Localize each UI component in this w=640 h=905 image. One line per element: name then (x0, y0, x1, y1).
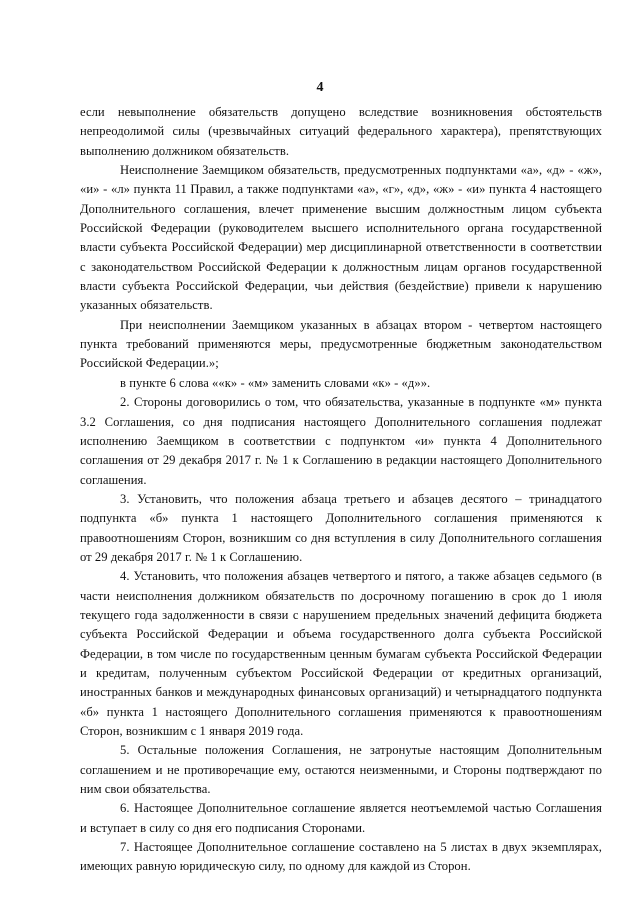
paragraph-continuation: если невыполнение обязательств допущено вследствие возникновения обстоятельств непреодолимой силы (чрезвычайных ситуаций федерального характера), препятствующих выполнению должником обязательств. (80, 105, 602, 158)
paragraph-item-6-amendment: в пункте 6 слова ««к» - «м» заменить словами «к» - «д»». (120, 375, 431, 390)
paragraph-clause-7: 7. Настоящее Дополнительное соглашение составлено на 5 листах в двух экземплярах, имеющих равную юридическую силу, по одному для каждой из Сторон. (80, 840, 602, 874)
paragraph-clause-3: 3. Установить, что положения абзаца третьего и абзацев десятого – тринадцатого подпункта «б» пункта 1 настоящего Дополнительного соглашения применяются к правоотношениям Сторон, возникшим со дня вступления в силу Дополнительного соглашения от 29 декабря 2017 г. № 1 к Соглашению. (80, 491, 602, 564)
paragraph-clause-2: 2. Стороны договорились о том, что обязательства, указанные в подпункте «м» пункта 3.2 Соглашения, со дня подписания настоящего Дополнительного соглашения подлежат исполнению Заемщиком в соответствии с подпунктом «и» пункта 4 Дополнительного соглашения от 29 декабря 2017 г. № 1 к Соглашению в редакции настоящего Дополнительного соглашения. (80, 395, 602, 487)
paragraph-clause-4: 4. Установить, что положения абзацев четвертого и пятого, а также абзацев седьмого (в части неисполнения должником обязательств по досрочному погашению в срок до 1 июля текущего года задолженности в связи с нарушением предельных значений дефицита бюджета субъекта Российской Федерации и объема государственного долга субъекта Российской Федерации, в том числе по государственным ценным бумагам субъекта Российской Федерации и кредитам, полученным субъектом Российской Федерации от кредитных организаций, иностранных банков и международных финансовых организаций) и четырнадцатого подпункта «б» пункта 1 настоящего Дополнительного соглашения применяются к правоотношениям Сторон, возникшим с 1 января 2019 года. (80, 569, 602, 738)
paragraph-clause-5: 5. Остальные положения Соглашения, не затронутые настоящим Дополнительным соглашением и не противоречащие ему, остаются неизменными, и Стороны подтверждают по ним свои обязательства. (80, 743, 602, 797)
page-number: 4 (316, 80, 324, 95)
paragraph-nonperformance-liability: Неисполнение Заемщиком обязательств, предусмотренных подпунктами «а», «д» - «ж», «и» - «л» пункта 11 Правил, а также подпунктами «а», «г», «д», «ж» - «и» пункта 4 настоящего Дополнительного соглашения, влечет применение высшим должностным лицом субъекта Российской Федерации (руководителем высшего исполнительного органа государственной власти субъекта Российской Федерации) мер дисциплинарной ответственности в соответствии с законодательством Российской Федерации к должностным лицам органов государственной власти субъекта Российской Федерации, чьи действия (бездействие) привели к нарушению указанных обязательств. (80, 163, 602, 313)
document-body (80, 103, 602, 877)
paragraph-budget-measures: При неисполнении Заемщиком указанных в абзацах втором - четвертом настоящего пункта требований применяются меры, предусмотренные бюджетным законодательством Российской Федерации.»; (80, 317, 602, 371)
paragraph-clause-6: 6. Настоящее Дополнительное соглашение является неотъемлемой частью Соглашения и вступает в силу со дня его подписания Сторонами. (80, 801, 602, 835)
